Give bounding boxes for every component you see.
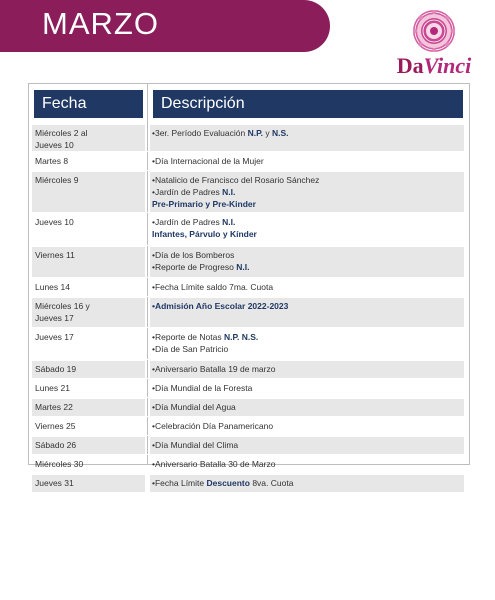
- month-title: MARZO: [42, 6, 159, 41]
- description-line: [152, 300, 464, 312]
- table-row: [29, 361, 469, 378]
- description-text: •Jardín de Padres: [152, 187, 223, 197]
- description-line: [152, 477, 464, 489]
- date-text: Lunes 21: [35, 383, 70, 393]
- row-separator: [32, 327, 464, 328]
- date-cell: [32, 437, 145, 454]
- description-text: •Día Mundial de la Foresta: [152, 383, 253, 393]
- date-cell: [32, 298, 145, 327]
- date-cell: [32, 153, 145, 170]
- date-text: Sábado 26: [35, 440, 77, 450]
- date-cell: [32, 418, 145, 435]
- description-text: •Día Mundial del Clima: [152, 440, 239, 450]
- description-text: •3er. Período Evaluación: [152, 128, 248, 138]
- table-row: [29, 153, 469, 170]
- date-cell: [32, 172, 145, 212]
- description-text: •Día de San Patricio: [152, 344, 229, 354]
- description-cell: [150, 437, 464, 454]
- description-line: [152, 155, 464, 167]
- table-row: [29, 399, 469, 416]
- date-text: Martes 8: [35, 156, 69, 166]
- row-separator: [32, 212, 464, 213]
- description-emphasis: N.I.: [222, 187, 236, 197]
- date-text: Miércoles 2 al: [35, 128, 88, 138]
- row-separator: [32, 397, 464, 398]
- description-text: •Aniversario Batalla 30 de Marzo: [152, 459, 276, 469]
- date-text: Jueves 10: [35, 140, 74, 150]
- description-text: •Día Mundial del Agua: [152, 402, 236, 412]
- description-text: •Día Internacional de la Mujer: [152, 156, 264, 166]
- description-line: [152, 261, 464, 273]
- description-line: [152, 401, 464, 413]
- description-cell: [150, 125, 464, 151]
- logo-text-vinci: Vinci: [423, 53, 472, 78]
- date-cell: [32, 475, 145, 492]
- table-row: [29, 172, 469, 212]
- description-emphasis: N.S.: [272, 128, 289, 138]
- date-cell: [32, 279, 145, 296]
- description-emphasis: N.I.: [222, 217, 236, 227]
- date-text: Miércoles 9: [35, 175, 79, 185]
- description-line: [152, 216, 464, 228]
- table-row: [29, 475, 469, 492]
- date-text: Martes 22: [35, 402, 73, 412]
- description-cell: [150, 399, 464, 416]
- date-text: Lunes 14: [35, 282, 70, 292]
- month-banner: [0, 0, 330, 52]
- description-cell: [150, 380, 464, 397]
- date-cell: [32, 214, 145, 245]
- date-text: Miércoles 30: [35, 459, 84, 469]
- description-text: •Día de los Bomberos: [152, 250, 235, 260]
- logo-text-da: Da: [396, 53, 424, 78]
- date-text: Viernes 25: [35, 421, 76, 431]
- description-cell: [150, 329, 464, 359]
- description-text: •Natalicio de Francisco del Rosario Sánchez: [152, 175, 320, 185]
- description-line: [152, 343, 464, 355]
- date-text: Viernes 11: [35, 250, 75, 260]
- row-separator: [32, 296, 464, 297]
- table-row: [29, 418, 469, 435]
- description-text: 8va. Cuota: [249, 478, 294, 488]
- description-text: •Aniversario Batalla 19 de marzo: [152, 364, 276, 374]
- description-line: [152, 174, 464, 186]
- row-separator: [32, 359, 464, 360]
- description-text: •Celebración Día Panamericano: [152, 421, 274, 431]
- table-row: [29, 298, 469, 327]
- description-line: [152, 127, 464, 139]
- table-row: [29, 247, 469, 277]
- header-fecha: Fecha: [34, 90, 143, 118]
- description-emphasis: N.P. N.S.: [223, 332, 259, 342]
- table-row: [29, 456, 469, 473]
- description-line: [152, 420, 464, 432]
- description-text: y: [263, 128, 273, 138]
- mandala-icon: [388, 8, 480, 54]
- description-text: Infantes, Párvulo y Kínder: [152, 229, 257, 239]
- date-cell: [32, 361, 145, 378]
- description-line: [152, 363, 464, 375]
- description-text: Pre-Primario y Pre-Kinder: [152, 199, 256, 209]
- date-text: Jueves 17: [35, 313, 74, 323]
- logo-wordmark: [388, 54, 480, 78]
- row-separator: [32, 378, 464, 379]
- description-cell: [150, 418, 464, 435]
- table-row: [29, 329, 469, 359]
- date-text: Jueves 10: [35, 217, 74, 227]
- description-emphasis: N.P.: [247, 128, 264, 138]
- description-cell: [150, 214, 464, 245]
- description-cell: [150, 279, 464, 296]
- description-cell: [150, 153, 464, 170]
- row-separator: [32, 170, 464, 171]
- table-row: [29, 437, 469, 454]
- description-line: [152, 281, 464, 293]
- davinci-logo: [388, 8, 480, 80]
- description-cell: [150, 172, 464, 212]
- table-row: [29, 125, 469, 151]
- description-cell: [150, 456, 464, 473]
- date-cell: [32, 247, 145, 277]
- table-row: [29, 380, 469, 397]
- description-text: •Reporte de Notas: [152, 332, 224, 342]
- description-line: [152, 186, 464, 198]
- row-separator: [32, 245, 464, 246]
- row-separator: [32, 454, 464, 455]
- row-separator: [32, 435, 464, 436]
- description-line: [152, 198, 464, 210]
- description-line: [152, 249, 464, 261]
- description-line: [152, 331, 464, 343]
- date-cell: [32, 380, 145, 397]
- date-text: Jueves 17: [35, 332, 74, 342]
- description-text: •Fecha Límite saldo 7ma. Cuota: [152, 282, 274, 292]
- date-cell: [32, 329, 145, 359]
- date-text: Sábado 19: [35, 364, 77, 374]
- description-emphasis: Descuento: [206, 478, 250, 488]
- description-line: [152, 439, 464, 451]
- description-text: •Fecha Límite: [152, 478, 207, 488]
- description-cell: [150, 475, 464, 492]
- description-line: [152, 228, 464, 240]
- description-cell: [150, 247, 464, 277]
- table-row: [29, 279, 469, 296]
- row-separator: [32, 492, 464, 493]
- date-text: Jueves 31: [35, 478, 74, 488]
- description-text: •Jardín de Padres: [152, 217, 223, 227]
- date-cell: [32, 125, 145, 151]
- header-descripcion: Descripción: [153, 90, 463, 118]
- events-table: [28, 83, 470, 488]
- description-text: •Admisión Año Escolar 2022-2023: [152, 301, 289, 311]
- table-row: [29, 214, 469, 245]
- description-line: [152, 382, 464, 394]
- row-separator: [32, 416, 464, 417]
- description-line: [152, 458, 464, 470]
- row-separator: [32, 277, 464, 278]
- row-separator: [32, 151, 464, 152]
- date-text: Miércoles 16 y: [35, 301, 90, 311]
- description-emphasis: N.I.: [236, 262, 250, 272]
- description-cell: [150, 298, 464, 327]
- description-text: •Reporte de Progreso: [152, 262, 237, 272]
- description-cell: [150, 361, 464, 378]
- date-cell: [32, 399, 145, 416]
- date-cell: [32, 456, 145, 473]
- row-separator: [32, 473, 464, 474]
